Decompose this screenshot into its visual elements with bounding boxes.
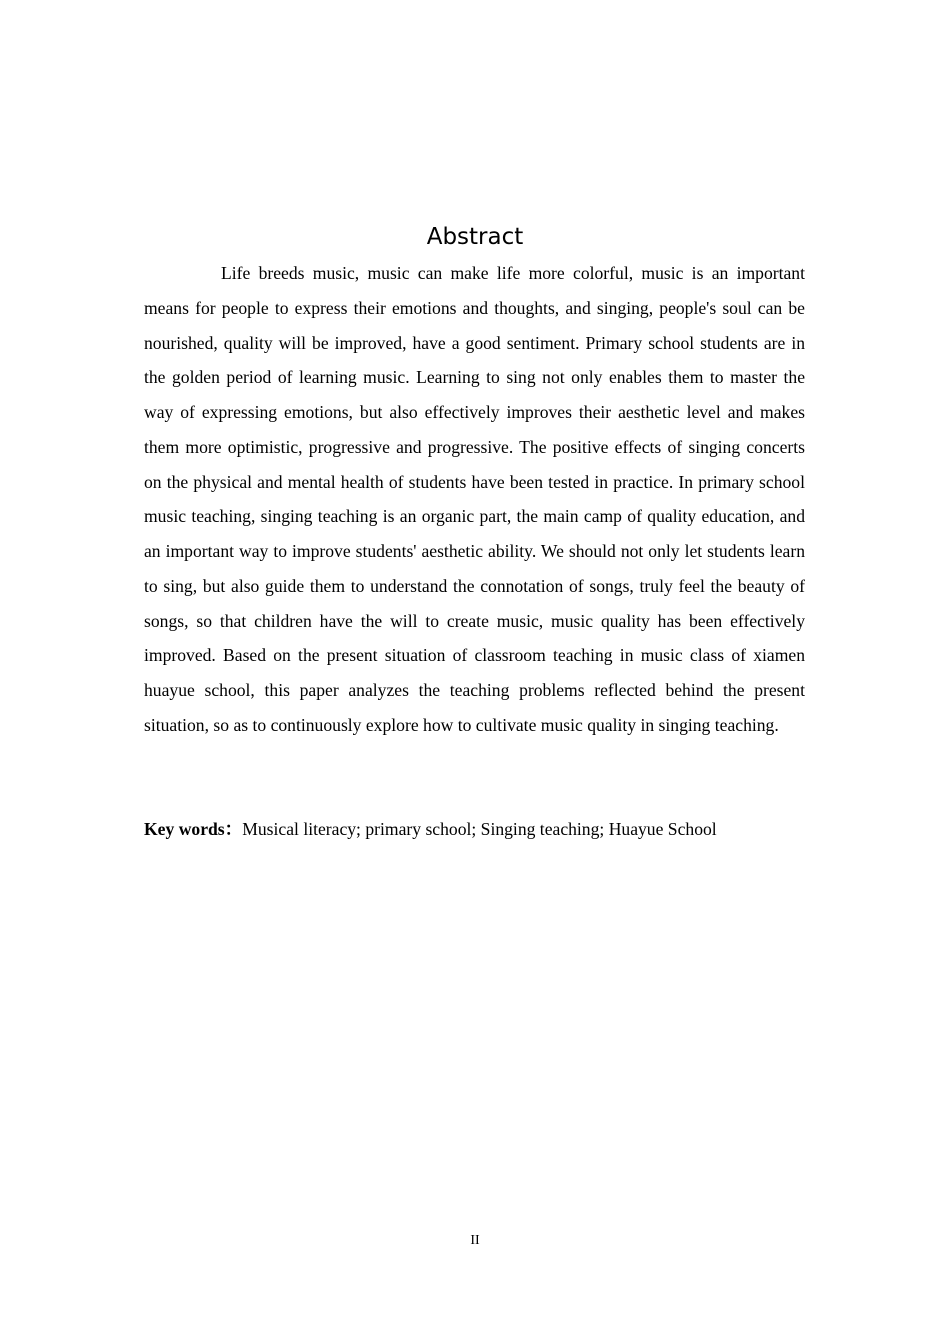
abstract-paragraph: Life breeds music, music can make life more colorful, music is an important means for people to express their emotions and thoughts, and singing, people's soul can be nourished, quality will be improved, have a good sentiment. Primary school students are in the golden period of learning music. Learning to sing not only enables them to master the way of expressing emotions, but also effectively improves their aesthetic level and makes them more optimistic, progressive and progressive. The positive effects of singing concerts on the physical and mental health of students have been tested in practice. In primary school music teaching, singing teaching is an organic part, the main camp of quality education, and an important way to improve students' aesthetic ability. We should not only let students learn to sing, but also guide them to understand the connotation of songs, truly feel the beauty of songs, so that children have the will to create music, music quality has been effectively improved. Based on the present situation of classroom teaching in music class of xiamen huayue school, this paper analyzes the teaching problems reflected behind the present situation, so as to continuously explore how to cultivate music quality in singing teaching. — [144, 263, 805, 735]
keywords-text: Musical literacy; primary school; Singing teaching; Huayue School — [242, 819, 717, 839]
keywords-label: Key words： — [144, 819, 243, 839]
abstract-heading: Abstract — [426, 224, 524, 250]
page-number: II — [470, 1233, 480, 1248]
keywords-line — [144, 812, 805, 846]
